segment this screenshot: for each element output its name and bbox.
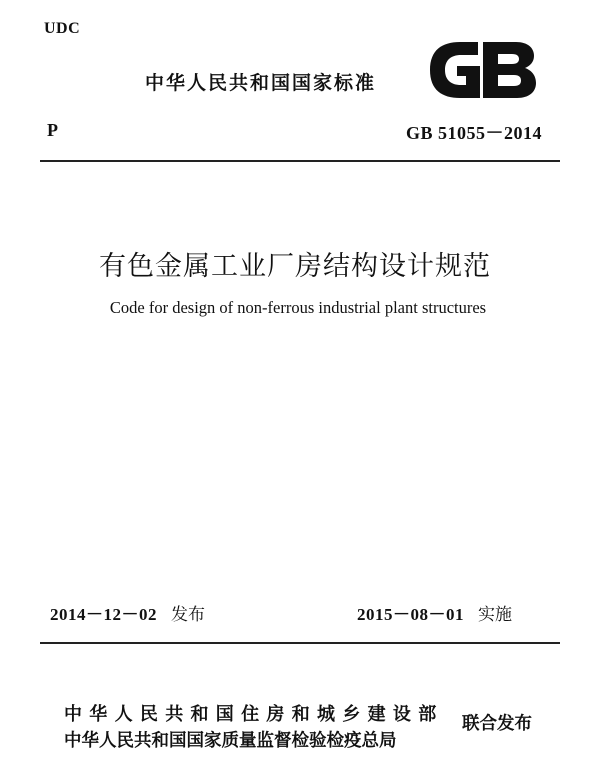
issue-date-line: [50, 600, 205, 625]
category-code: P: [47, 120, 58, 140]
implementation-label: 实施: [478, 605, 512, 625]
issuer-aqsiq: 中华人民共和国国家质量监督检验检疫总局: [64, 731, 397, 751]
title-chinese: 有色金属工业厂房结构设计规范: [99, 251, 491, 282]
standard-number: GB 51055－2014: [405, 123, 542, 143]
gb-logo-icon: [426, 38, 538, 102]
issue-label: 发布: [171, 605, 205, 625]
implementation-date-line: [357, 600, 512, 625]
issue-date: 2014－12－02: [50, 605, 157, 624]
implementation-date: 2015－08－01: [357, 605, 464, 624]
joint-issue-label: 联合发布: [462, 714, 532, 734]
top-divider: [40, 160, 560, 162]
udc-label: UDC: [44, 20, 81, 37]
bottom-divider: [40, 642, 560, 644]
standard-type: 中华人民共和国国家标准: [145, 72, 377, 94]
title-english: Code for design of non-ferrous industrial plant structures: [109, 298, 487, 317]
issuer-ministry: 中华人民共和国住房和城乡建设部: [64, 704, 444, 725]
